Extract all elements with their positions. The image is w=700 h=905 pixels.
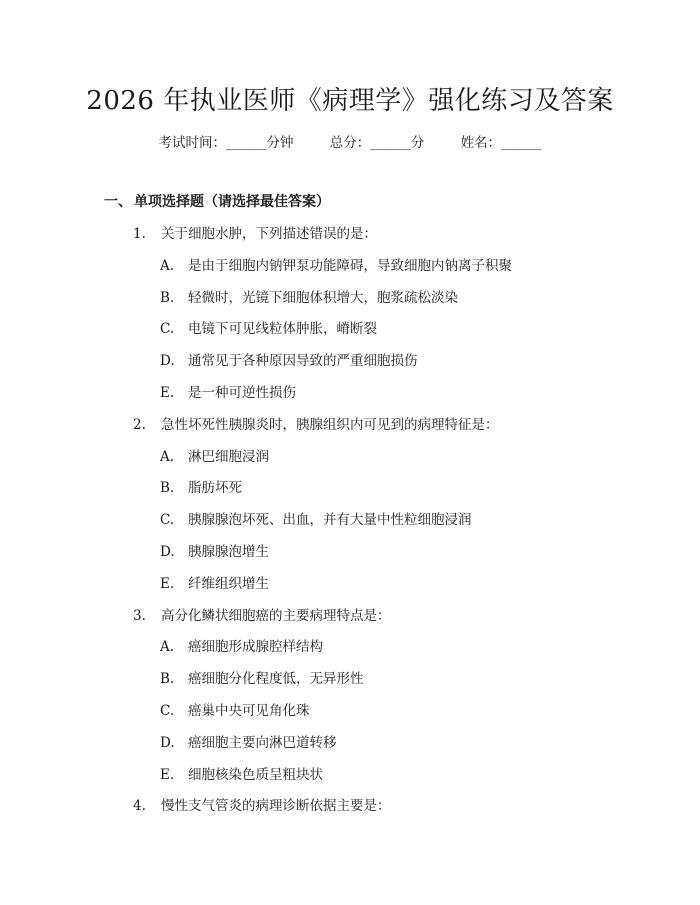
option-text: 癌细胞形成腺腔样结构: [188, 639, 323, 656]
answer-option[interactable]: [160, 254, 512, 274]
option-letter: E.: [160, 766, 175, 783]
option-text: 癌细胞主要向淋巴道转移: [188, 734, 337, 751]
answer-option[interactable]: [160, 445, 269, 465]
answer-option[interactable]: [160, 317, 377, 337]
option-letter: D.: [160, 353, 175, 370]
question-text: 慢性支气管炎的病理诊断依据主要是：: [161, 798, 391, 815]
option-text: 癌巢中央可见角化珠: [188, 703, 310, 719]
option-text: 轻微时，光镜下细胞体积增大，胞浆疏松淡染: [188, 289, 458, 306]
option-text: 癌细胞分化程度低，无异形性: [188, 671, 364, 688]
answer-option[interactable]: [160, 540, 269, 560]
option-text: 脂肪坏死: [188, 480, 242, 497]
question-number: 2.: [133, 416, 146, 433]
option-text: 淋巴细胞浸润: [188, 448, 269, 465]
section-heading: [104, 191, 330, 211]
name-label: 姓名：______: [460, 135, 542, 151]
question-number: 4.: [133, 798, 146, 815]
option-letter: C.: [160, 703, 175, 719]
option-text: 细胞核染色质呈粗块状: [188, 766, 323, 783]
option-text: 胰腺腺泡坏死、出血，并有大量中性粒细胞浸润: [188, 512, 472, 529]
exam-time-label: 考试时间：______分钟: [158, 135, 294, 151]
answer-option[interactable]: [160, 508, 472, 528]
option-letter: A.: [160, 257, 175, 274]
answer-option[interactable]: [160, 476, 242, 496]
answer-option[interactable]: [160, 763, 323, 783]
question-item: [133, 604, 391, 624]
option-text: 是由于细胞内钠钾泵功能障碍，导致细胞内钠离子积聚: [188, 257, 512, 274]
answer-option[interactable]: [160, 699, 310, 719]
option-letter: E.: [160, 575, 175, 592]
question-text: 关于细胞水肿，下列描述错误的是：: [161, 226, 377, 242]
option-letter: E.: [160, 385, 175, 401]
option-letter: B.: [160, 671, 175, 688]
option-letter: B.: [160, 289, 175, 306]
option-text: 电镜下可见线粒体肿胀，嵴断裂: [188, 321, 377, 338]
answer-option[interactable]: [160, 731, 337, 751]
option-letter: A.: [160, 639, 175, 656]
option-letter: D.: [160, 734, 175, 751]
exam-meta: [0, 131, 700, 151]
section-title: 单项选择题（请选择最佳答案）: [134, 194, 330, 210]
question-text: 高分化鳞状细胞癌的主要病理特点是：: [161, 607, 391, 624]
option-letter: B.: [160, 480, 175, 497]
option-text: 通常见于各种原因导致的严重细胞损伤: [188, 353, 418, 370]
option-text: 胰腺腺泡增生: [188, 544, 269, 560]
option-letter: A.: [160, 448, 175, 465]
question-item: [133, 222, 377, 242]
option-text: 是一种可逆性损伤: [188, 385, 296, 401]
total-score-label: 总分：______分: [329, 135, 425, 151]
question-text: 急性坏死性胰腺炎时，胰腺组织内可见到的病理特征是：: [161, 416, 499, 433]
question-item: [133, 794, 391, 814]
answer-option[interactable]: [160, 286, 458, 306]
answer-option[interactable]: [160, 572, 269, 592]
section-number: 一、: [104, 194, 132, 210]
option-letter: C.: [160, 321, 175, 338]
document-title: 2026 年执业医师《病理学》强化练习及答案: [86, 86, 614, 116]
question-number: 1.: [133, 226, 146, 242]
answer-option[interactable]: [160, 635, 323, 655]
option-letter: D.: [160, 544, 175, 560]
answer-option[interactable]: [160, 349, 418, 369]
answer-option[interactable]: [160, 667, 364, 687]
option-text: 纤维组织增生: [188, 575, 269, 592]
answer-option[interactable]: [160, 381, 296, 401]
question-item: [133, 413, 499, 433]
option-letter: C.: [160, 512, 175, 529]
question-number: 3.: [133, 607, 146, 624]
